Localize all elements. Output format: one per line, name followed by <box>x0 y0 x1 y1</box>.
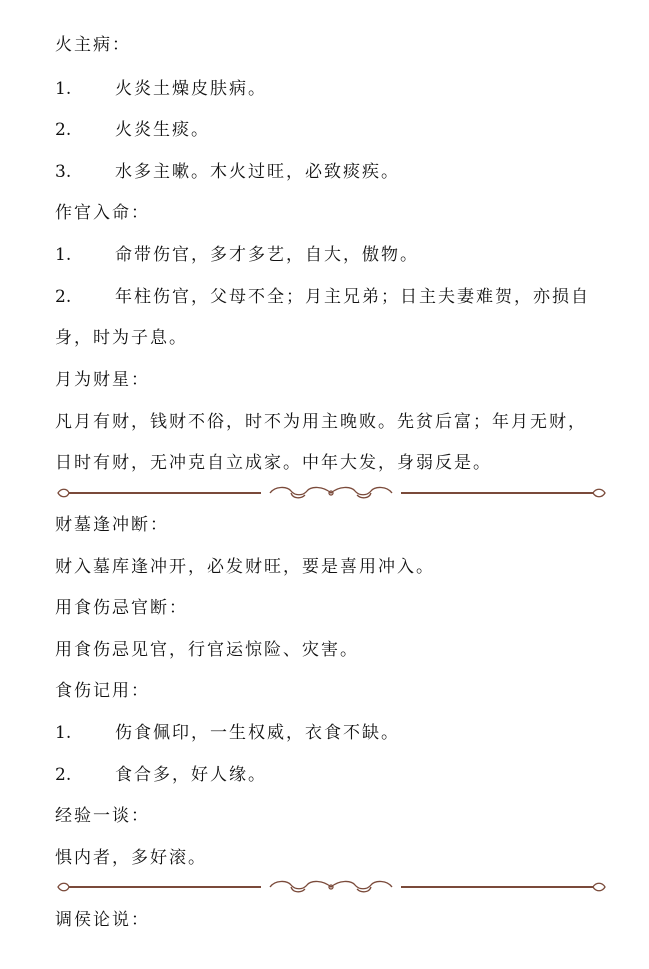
item-text: 火炎土燥皮肤病。 <box>115 79 267 99</box>
item-text: 食合多，好人缘。 <box>115 765 267 785</box>
item-number: 2. <box>55 287 72 307</box>
list-item <box>55 120 210 140</box>
section-heading: 经验一谈： <box>55 806 150 826</box>
paragraph-line: 惧内者，多好滚。 <box>55 848 207 868</box>
list-item <box>55 723 400 743</box>
item-text: 水多主嗽。木火过旺，必致痰疾。 <box>115 162 400 182</box>
list-item <box>55 287 590 307</box>
item-number: 2. <box>55 120 72 140</box>
item-number: 1. <box>55 723 72 743</box>
item-text: 命带伤官，多才多艺，自大，傲物。 <box>115 245 419 265</box>
item-number: 2. <box>55 765 72 785</box>
item-continuation: 身，时为子息。 <box>55 328 188 348</box>
list-item <box>55 79 267 99</box>
item-number: 1. <box>55 79 72 99</box>
section-heading: 作官入命： <box>55 203 150 223</box>
paragraph-line: 财入墓库逢冲开，必发财旺，要是喜用冲入。 <box>55 557 435 577</box>
paragraph-line: 用食伤忌见官，行官运惊险、灾害。 <box>55 640 359 660</box>
item-number: 3. <box>55 162 72 182</box>
ornamental-divider <box>55 483 608 503</box>
list-item <box>55 162 400 182</box>
item-text: 伤食佩印，一生权威，衣食不缺。 <box>115 723 400 743</box>
section-heading: 调侯论说： <box>55 910 150 930</box>
item-number: 1. <box>55 245 72 265</box>
section-heading: 火主病： <box>55 35 131 55</box>
list-item <box>55 245 419 265</box>
item-text: 年柱伤官，父母不全；月主兄弟；日主夫妻难贺，亦损自 <box>115 287 590 307</box>
item-text: 火炎生痰。 <box>115 120 210 140</box>
section-heading: 月为财星： <box>55 370 150 390</box>
section-heading: 用食伤忌官断： <box>55 598 188 618</box>
section-heading: 财墓逢冲断： <box>55 515 169 535</box>
paragraph-line: 凡月有财，钱财不俗，时不为用主晚败。先贫后富；年月无财， <box>55 412 587 432</box>
list-item <box>55 765 267 785</box>
section-heading: 食伤记用： <box>55 681 150 701</box>
ornamental-divider <box>55 877 608 897</box>
paragraph-line: 日时有财，无冲克自立成家。中年大发，身弱反是。 <box>55 453 492 473</box>
